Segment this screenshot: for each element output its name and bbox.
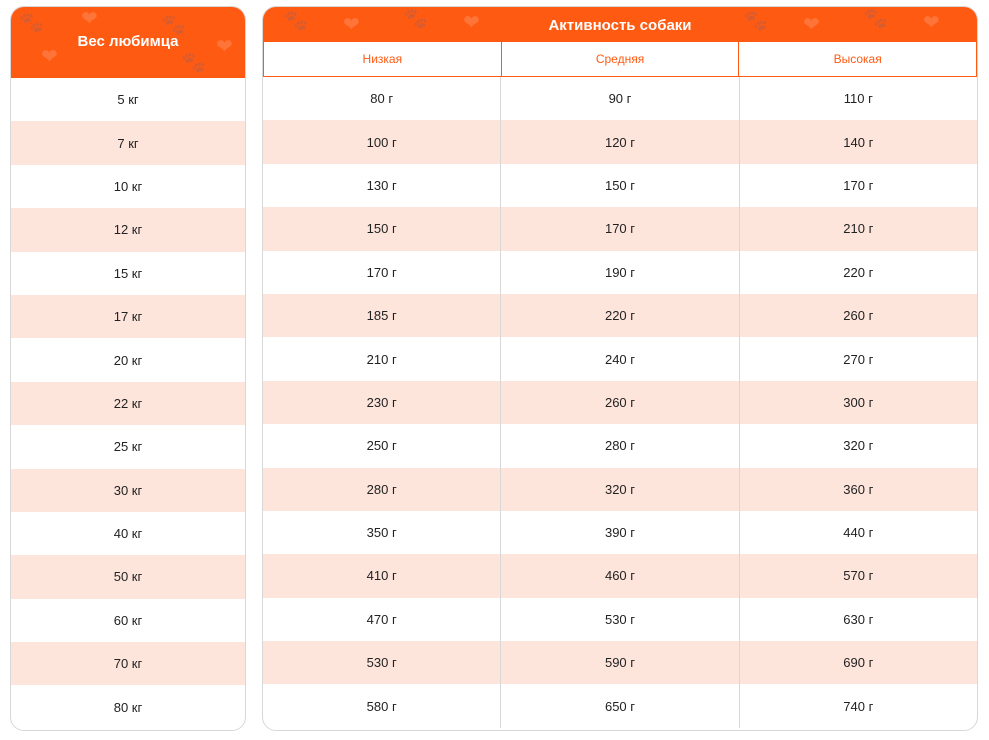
portion-cell-medium: 320 г — [500, 468, 738, 511]
activity-high-header: Высокая — [738, 42, 976, 76]
weight-cell: 15 кг — [113, 265, 143, 281]
table-row — [263, 120, 977, 163]
table-row — [263, 641, 977, 684]
portion-cell-medium: 150 г — [500, 164, 738, 207]
table-row — [263, 684, 977, 727]
weight-row — [11, 121, 245, 164]
portion-cell-high: 210 г — [739, 207, 977, 250]
table-row — [263, 381, 977, 424]
portion-cell-high: 740 г — [739, 684, 977, 727]
portion-cell-high: 270 г — [739, 337, 977, 380]
table-row — [263, 251, 977, 294]
table-row — [263, 511, 977, 554]
portion-cell-low: 470 г — [366, 611, 397, 627]
weight-cell: 12 кг — [113, 222, 143, 238]
portion-cell-low: 410 г — [366, 568, 397, 584]
weight-row — [11, 382, 245, 425]
weight-header — [11, 7, 245, 78]
weight-row — [11, 338, 245, 381]
weight-row — [11, 555, 245, 598]
table-row — [263, 554, 977, 597]
weight-column-panel — [10, 6, 246, 731]
portion-cell-high: 570 г — [739, 554, 977, 597]
portion-cell-low: 170 г — [366, 264, 397, 280]
portion-cell-medium: 90 г — [500, 77, 738, 120]
portion-cell-high: 140 г — [739, 120, 977, 163]
portion-cell-medium: 390 г — [500, 511, 738, 554]
weight-cell: 7 кг — [117, 135, 139, 151]
weight-cell: 30 кг — [113, 482, 143, 498]
portion-cell-high: 300 г — [739, 381, 977, 424]
portion-cell-high: 630 г — [739, 598, 977, 641]
portion-cell-low: 100 г — [366, 134, 397, 150]
portion-cell-medium: 280 г — [500, 424, 738, 467]
activity-table-panel — [262, 6, 978, 731]
weight-cell: 20 кг — [113, 352, 143, 368]
weight-cell: 50 кг — [113, 569, 143, 585]
table-row — [263, 164, 977, 207]
activity-low-header: Низкая — [362, 52, 403, 66]
portion-cell-low: 185 г — [366, 308, 397, 324]
portion-cell-medium: 170 г — [500, 207, 738, 250]
weight-row — [11, 425, 245, 468]
portion-cell-medium: 260 г — [500, 381, 738, 424]
portion-cell-low: 530 г — [366, 655, 397, 671]
weight-cell: 22 кг — [113, 395, 143, 411]
weight-header-label: Вес любимца — [77, 33, 179, 50]
portion-cell-high: 260 г — [739, 294, 977, 337]
portion-cell-low: 130 г — [366, 177, 397, 193]
weight-cell: 17 кг — [113, 309, 143, 325]
paw-pattern-decoration: 🐾 ❤ 🐾 ❤ ❤ 🐾 — [19, 8, 233, 74]
weight-cell: 70 кг — [113, 656, 143, 672]
portion-table — [263, 77, 977, 728]
weight-cell: 25 кг — [113, 439, 143, 455]
table-row — [263, 337, 977, 380]
portion-cell-low: 280 г — [366, 481, 397, 497]
portion-cell-low: 580 г — [366, 698, 397, 714]
portion-cell-low: 350 г — [366, 525, 397, 541]
table-row — [263, 294, 977, 337]
table-row — [263, 207, 977, 250]
portion-cell-high: 320 г — [739, 424, 977, 467]
weight-row — [11, 512, 245, 555]
portion-cell-medium: 590 г — [500, 641, 738, 684]
weight-cell: 80 кг — [113, 699, 143, 715]
portion-cell-high: 110 г — [739, 77, 977, 120]
portion-cell-medium: 190 г — [500, 251, 738, 294]
weight-row — [11, 252, 245, 295]
portion-cell-medium: 650 г — [500, 684, 738, 727]
weight-row — [11, 685, 245, 728]
portion-cell-low: 250 г — [366, 438, 397, 454]
portion-cell-high: 220 г — [739, 251, 977, 294]
weight-cell: 10 кг — [113, 178, 143, 194]
weight-list — [11, 78, 245, 729]
weight-row — [11, 469, 245, 512]
weight-row — [11, 295, 245, 338]
portion-cell-medium: 530 г — [500, 598, 738, 641]
weight-cell: 60 кг — [113, 612, 143, 628]
portion-cell-medium: 460 г — [500, 554, 738, 597]
table-row — [263, 468, 977, 511]
portion-cell-medium: 220 г — [500, 294, 738, 337]
weight-cell: 40 кг — [113, 526, 143, 542]
paw-pattern-decoration: 🐾 ❤ 🐾 ❤ 🐾 ❤ 🐾 ❤ — [283, 8, 940, 36]
weight-row — [11, 78, 245, 121]
portion-cell-high: 440 г — [739, 511, 977, 554]
portion-cell-high: 170 г — [739, 164, 977, 207]
portion-cell-low: 210 г — [366, 351, 397, 367]
activity-level-headers — [263, 42, 977, 77]
portion-cell-medium: 120 г — [500, 120, 738, 163]
portion-cell-low: 150 г — [366, 221, 397, 237]
table-row — [263, 424, 977, 467]
weight-row — [11, 208, 245, 251]
weight-row — [11, 642, 245, 685]
weight-row — [11, 165, 245, 208]
activity-medium-header: Средняя — [501, 42, 739, 76]
weight-cell: 5 кг — [117, 92, 139, 108]
portion-cell-low: 80 г — [370, 91, 394, 107]
table-row — [263, 598, 977, 641]
activity-header — [263, 7, 977, 42]
portion-cell-medium: 240 г — [500, 337, 738, 380]
portion-cell-high: 690 г — [739, 641, 977, 684]
activity-header-label: Активность собаки — [548, 17, 692, 34]
portion-cell-low: 230 г — [366, 394, 397, 410]
table-row — [263, 77, 977, 120]
weight-row — [11, 599, 245, 642]
portion-cell-high: 360 г — [739, 468, 977, 511]
